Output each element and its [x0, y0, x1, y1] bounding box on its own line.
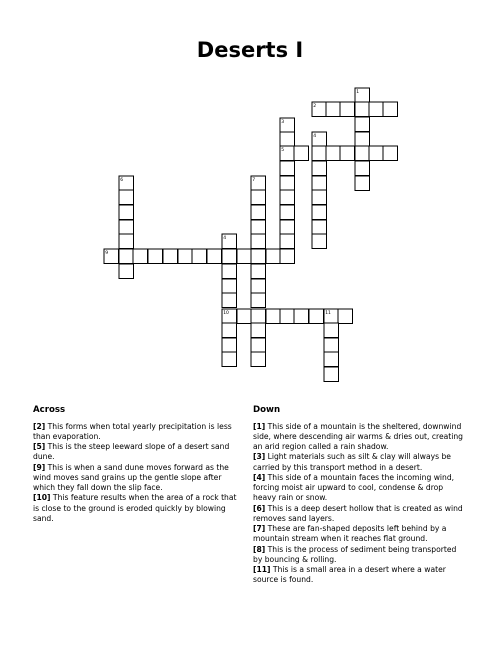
clue-num: [10]: [33, 493, 51, 503]
clue-text: This side of a mountain faces the incoming wind, forcing moist air upward to cool, condense & drop heavy rain or snow.: [253, 472, 455, 503]
clue-text: This side of a mountain is the sheltered, downwind side, where descending air warms & dries out, creating an arid region called a rain shadow.: [253, 421, 463, 452]
grid-cell[interactable]: [280, 205, 295, 220]
grid-cell[interactable]: [340, 102, 355, 117]
clue-num: [5]: [33, 442, 46, 452]
grid-cell[interactable]: [309, 309, 324, 324]
grid-cell[interactable]: [251, 338, 266, 353]
grid-cell[interactable]: [119, 264, 134, 279]
grid-cell[interactable]: [133, 249, 148, 264]
grid-cell[interactable]: [207, 249, 222, 264]
down-clues: [253, 405, 467, 586]
grid-cell[interactable]: [280, 234, 295, 249]
grid-cell[interactable]: [326, 146, 341, 161]
across-clue: [33, 463, 241, 494]
clue-number: 5: [281, 148, 285, 153]
grid-cell[interactable]: [369, 102, 384, 117]
grid-cell[interactable]: [280, 132, 295, 147]
down-clue: [253, 524, 467, 545]
grid-cell[interactable]: [192, 249, 207, 264]
clue-number: 4: [313, 134, 317, 139]
clue-number: 4: [223, 236, 227, 241]
down-clue: [253, 422, 467, 453]
grid-cell[interactable]: [222, 264, 237, 279]
grid-cell[interactable]: [280, 220, 295, 235]
grid-cell[interactable]: [294, 146, 309, 161]
grid-cell[interactable]: [251, 205, 266, 220]
across-clues: [33, 405, 241, 524]
clue-text: These are fan-shaped deposits left behind by a mountain stream when it reaches flat ground.: [253, 524, 447, 544]
grid-cell[interactable]: [251, 352, 266, 367]
grid-cell[interactable]: [119, 205, 134, 220]
across-clue: [33, 422, 241, 443]
clue-number: 3: [281, 120, 285, 125]
clue-text: This is a small area in a desert where a water source is found.: [253, 565, 446, 585]
grid-cell[interactable]: [312, 220, 327, 235]
grid-cell[interactable]: [294, 309, 309, 324]
clue-num: [8]: [253, 544, 266, 554]
grid-cell[interactable]: [355, 117, 370, 132]
grid-cell[interactable]: [324, 352, 339, 367]
clue-num: [9]: [33, 462, 46, 472]
grid-cell[interactable]: [355, 146, 370, 161]
clue-number: 10: [223, 311, 229, 316]
grid-cell[interactable]: [251, 220, 266, 235]
grid-cell[interactable]: [222, 352, 237, 367]
grid-cell[interactable]: [324, 367, 339, 382]
grid-cell[interactable]: [280, 161, 295, 176]
clue-text: Light materials such as silt & clay will always be carried by this transport method in a desert.: [253, 452, 451, 472]
grid-cell[interactable]: [148, 249, 163, 264]
clue-number: 11: [325, 311, 331, 316]
grid-cell[interactable]: [280, 190, 295, 205]
grid-cell[interactable]: [312, 205, 327, 220]
grid-cell[interactable]: [340, 146, 355, 161]
clue-num: [11]: [253, 565, 271, 575]
grid-cell[interactable]: [312, 234, 327, 249]
grid-cell[interactable]: [326, 102, 341, 117]
grid-cell[interactable]: [251, 323, 266, 338]
down-clue: [253, 504, 467, 525]
down-clue: [253, 452, 467, 473]
clue-num: [2]: [33, 421, 46, 431]
grid-cell[interactable]: [251, 309, 266, 324]
puzzle-title: Deserts I: [196, 38, 304, 62]
grid-cell[interactable]: [119, 190, 134, 205]
grid-cell[interactable]: [251, 293, 266, 308]
grid-cell[interactable]: [383, 146, 398, 161]
clue-number: 1: [356, 90, 360, 95]
grid-cell[interactable]: [266, 309, 281, 324]
down-clue: [253, 473, 467, 504]
grid-cell[interactable]: [324, 323, 339, 338]
grid-cell[interactable]: [222, 293, 237, 308]
grid-cell[interactable]: [251, 264, 266, 279]
clue-number: 9: [105, 251, 109, 256]
grid-cell[interactable]: [355, 132, 370, 147]
clue-text: This is the process of sediment being transported by bouncing & rolling.: [253, 544, 457, 564]
clue-text: This is the steep leeward slope of a desert sand dune.: [33, 442, 230, 462]
grid-cell[interactable]: [251, 249, 266, 264]
grid-cell[interactable]: [355, 176, 370, 191]
grid-cell[interactable]: [222, 249, 237, 264]
grid-cell[interactable]: [312, 176, 327, 191]
grid-cell[interactable]: [280, 176, 295, 191]
clue-num: [1]: [253, 421, 266, 431]
grid-cell[interactable]: [119, 249, 134, 264]
across-clue: [33, 493, 241, 524]
clue-number: 7: [252, 178, 256, 183]
clue-text: This forms when total yearly precipitation is less than evaporation.: [33, 421, 232, 441]
grid-cell[interactable]: [312, 161, 327, 176]
grid-cell[interactable]: [251, 279, 266, 294]
grid-cell[interactable]: [355, 161, 370, 176]
grid-cell[interactable]: [312, 146, 327, 161]
grid-cell[interactable]: [237, 249, 252, 264]
grid-cell[interactable]: [237, 309, 252, 324]
clue-num: [6]: [253, 503, 266, 513]
grid-cell[interactable]: [312, 190, 327, 205]
grid-cell[interactable]: [222, 338, 237, 353]
down-heading: Down: [253, 405, 281, 415]
clue-num: [7]: [253, 524, 266, 534]
down-clue: [253, 565, 467, 586]
clue-num: [4]: [253, 472, 266, 482]
grid-cell[interactable]: [338, 309, 353, 324]
grid-cell[interactable]: [222, 323, 237, 338]
clue-text: This feature results when the area of a rock that is close to the ground is eroded quickly by blowing sand.: [33, 493, 237, 523]
grid-cell[interactable]: [251, 190, 266, 205]
grid-cell[interactable]: [222, 279, 237, 294]
across-heading: Across: [33, 405, 66, 415]
grid-cell[interactable]: [266, 249, 281, 264]
across-clue: [33, 442, 241, 463]
grid-cell[interactable]: [280, 309, 295, 324]
grid-cell[interactable]: [324, 338, 339, 353]
grid-cell[interactable]: [369, 146, 384, 161]
grid-cell[interactable]: [383, 102, 398, 117]
grid-cell[interactable]: [280, 249, 295, 264]
grid-cell[interactable]: [119, 234, 134, 249]
clue-text: This is when a sand dune moves forward as the wind moves sand grains up the gentle slope after which they fall down the slip face.: [33, 462, 229, 493]
grid-cell[interactable]: [119, 220, 134, 235]
clue-number: 2: [313, 104, 317, 109]
clue-text: This is a deep desert hollow that is created as wind removes sand layers.: [253, 503, 463, 523]
clue-number: 6: [120, 178, 124, 183]
grid-cell[interactable]: [251, 234, 266, 249]
clue-num: [3]: [253, 452, 266, 462]
down-clue: [253, 545, 467, 566]
grid-cell[interactable]: [178, 249, 193, 264]
grid-cell[interactable]: [355, 102, 370, 117]
grid-cell[interactable]: [163, 249, 178, 264]
